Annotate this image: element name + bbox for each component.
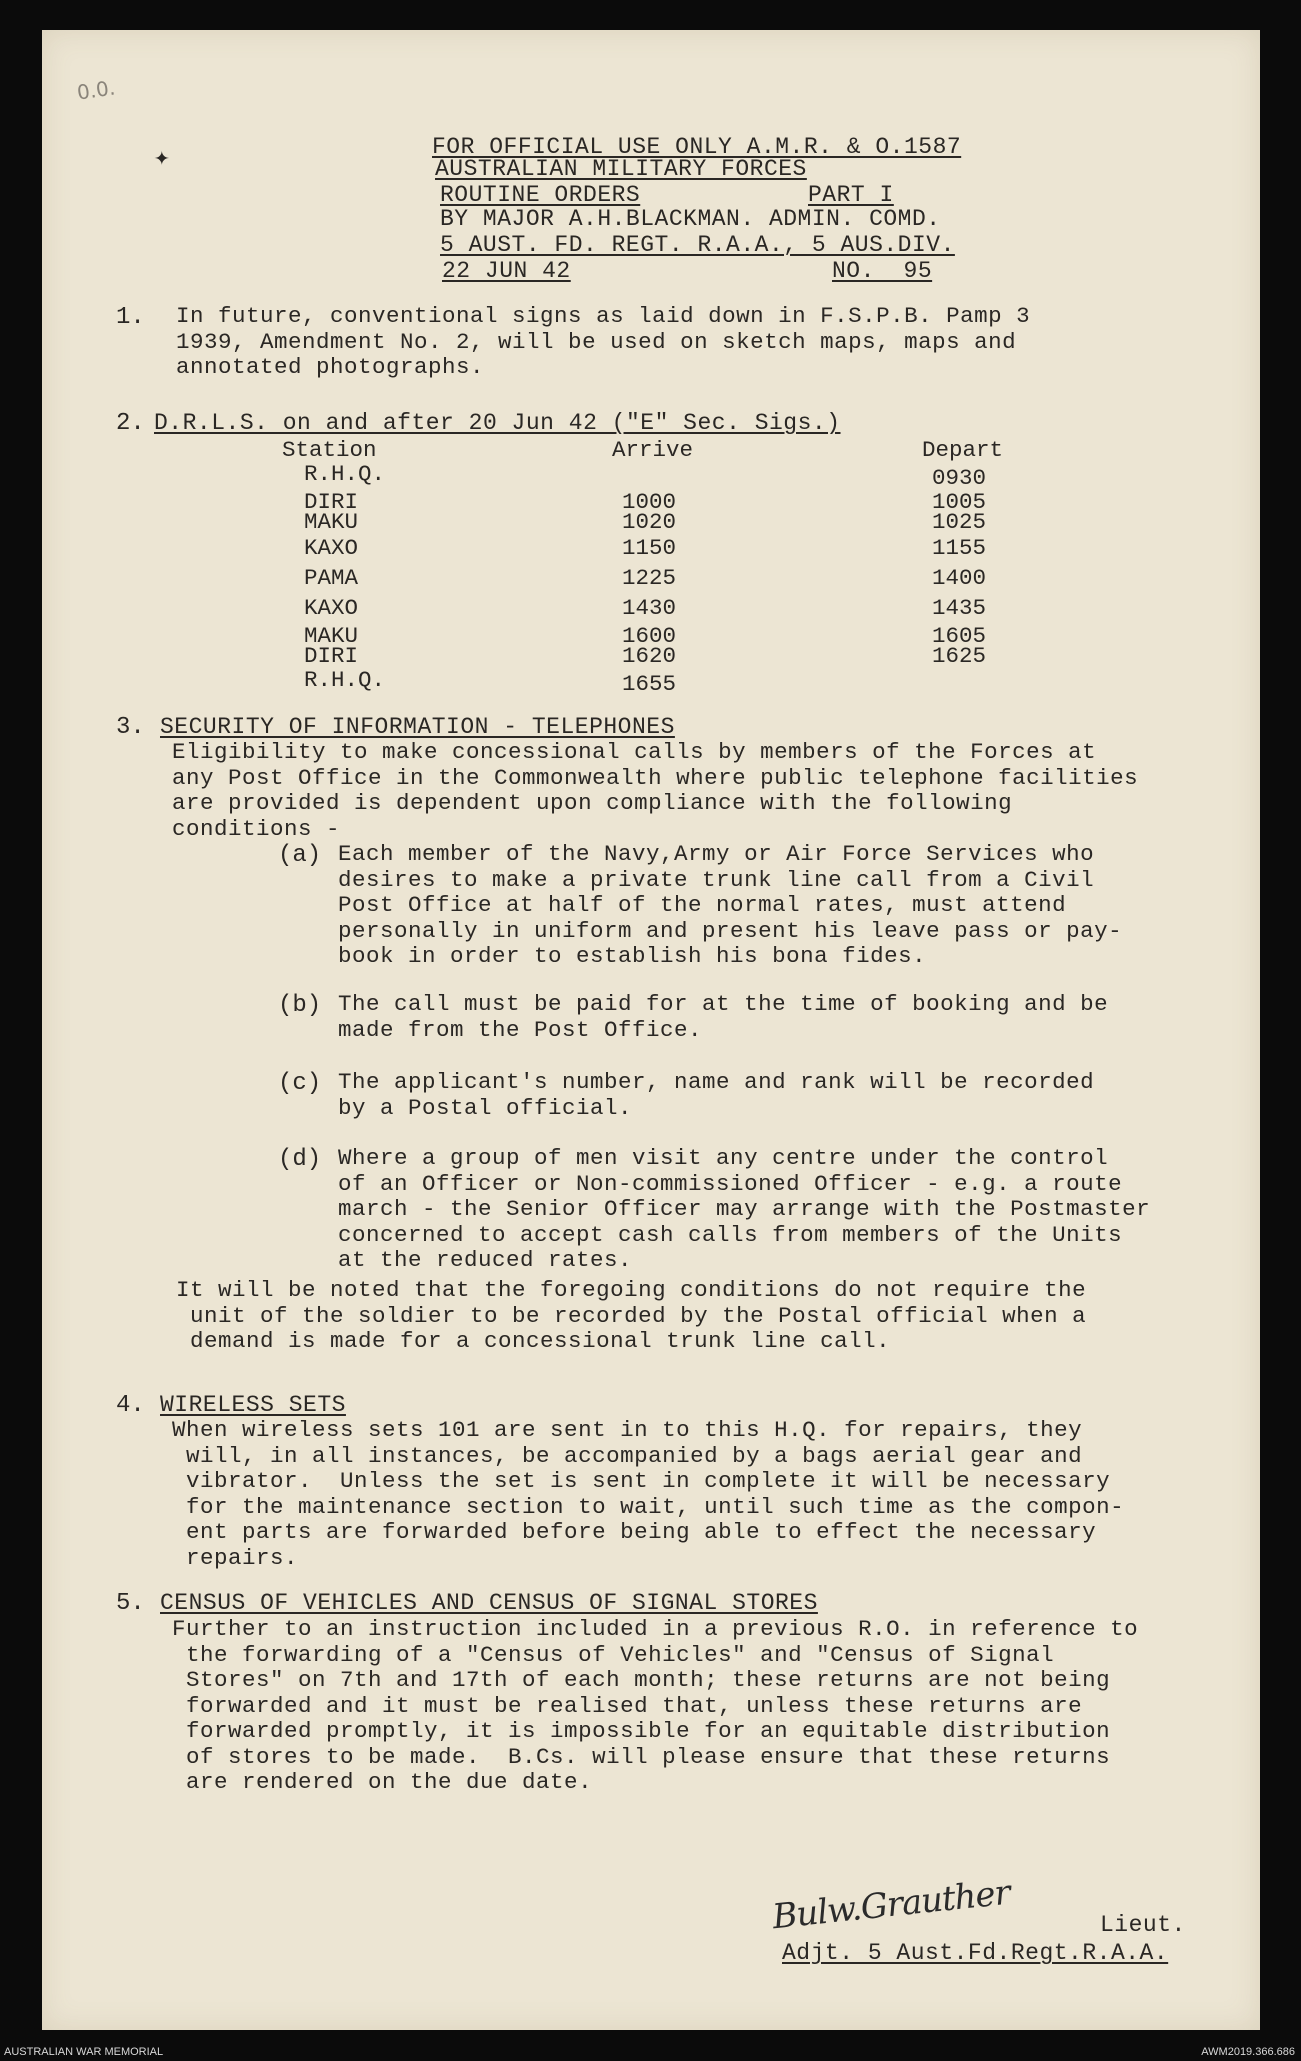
header-line-3b: PART I bbox=[808, 182, 894, 208]
table-row-1-station: R.H.Q. bbox=[304, 461, 386, 487]
header-line-4: BY MAJOR A.H.BLACKMAN. ADMIN. COMD. bbox=[440, 206, 941, 232]
table-row-1-depart: 0930 bbox=[932, 465, 987, 491]
table-header-station: Station bbox=[282, 437, 377, 463]
header-line-1: FOR OFFICIAL USE ONLY A.M.R. & O.1587 bbox=[432, 134, 962, 160]
table-row-2-station: DIRI bbox=[304, 489, 359, 515]
header-date: 22 JUN 42 bbox=[442, 258, 571, 284]
table-row-6-station: KAXO bbox=[304, 595, 359, 621]
table-row-3-station: MAKU bbox=[304, 509, 359, 535]
table-row-6-depart: 1435 bbox=[932, 595, 987, 621]
table-row-7-arrive: 1600 bbox=[622, 623, 677, 649]
item-3-closing: It will be noted that the foregoing conditions do not require the unit of the soldier to be recorded by the Postal official when a demand is made for a concessional trunk line call. bbox=[176, 1277, 1087, 1354]
item-5-title: CENSUS OF VEHICLES AND CENSUS OF SIGNAL STORES bbox=[160, 1590, 818, 1616]
item-3b-text: The call must be paid for at the time of booking and be made from the Post Office. bbox=[338, 991, 1109, 1043]
header-line-3a: ROUTINE ORDERS bbox=[440, 182, 641, 208]
table-row-2-depart: 1005 bbox=[932, 489, 987, 515]
table-row-6-arrive: 1430 bbox=[622, 595, 677, 621]
item-2-title: D.R.L.S. on and after 20 Jun 42 ("E" Sec. Sigs.) bbox=[154, 410, 841, 436]
item-3-number: 3. bbox=[116, 714, 145, 741]
item-4-body: When wireless sets 101 are sent in to this H.Q. for repairs, they will, in all instances, be accompanied by a bags aerial gear and vibrator. Unless the set is sent in complete it will be necessary for the maintenance section to wait, until such time as the compon- ent parts are forwarded before being able to effect the necessary repairs. bbox=[172, 1417, 1125, 1571]
table-row-3-arrive: 1020 bbox=[622, 509, 677, 535]
item-3d-text: Where a group of men visit any centre under the control of an Officer or Non-commissioned Officer - e.g. a route march - the Senior Officer may arrange with the Postmaster concerned to accept cash calls from members of the Units at the reduced rates. bbox=[338, 1145, 1151, 1273]
item-1-number: 1. bbox=[116, 304, 145, 331]
table-row-9-station: R.H.Q. bbox=[304, 667, 386, 693]
signature-rank: Lieut. bbox=[1100, 1912, 1186, 1938]
item-3b-label: (b) bbox=[278, 992, 322, 1019]
pencil-annotation: 0.0. bbox=[75, 75, 117, 105]
header-number: NO. 95 bbox=[832, 258, 933, 284]
table-header-depart: Depart bbox=[922, 437, 1004, 463]
item-2-number: 2. bbox=[116, 410, 145, 437]
table-row-9-arrive: 1655 bbox=[622, 671, 677, 697]
item-3-title: SECURITY OF INFORMATION - TELEPHONES bbox=[160, 714, 675, 740]
item-5-body: Further to an instruction included in a previous R.O. in reference to the forwarding of a "Census of Vehicles" and "Census of Signal Stores" on 7th and 17th of each month; these returns are not being forwarded and it must be realised that, unless these returns are forwarded promptly, it is impossible for an equitable distribution of stores to be made. B.Cs. will please ensure that these returns are rendered on the due date. bbox=[172, 1616, 1139, 1795]
table-row-4-depart: 1155 bbox=[932, 535, 987, 561]
item-3c-label: (c) bbox=[278, 1070, 322, 1097]
document-page bbox=[42, 30, 1260, 2030]
table-row-4-arrive: 1150 bbox=[622, 535, 677, 561]
footer-institution: AUSTRALIAN WAR MEMORIAL bbox=[4, 2046, 164, 2058]
table-row-7-depart: 1605 bbox=[932, 623, 987, 649]
table-row-4-station: KAXO bbox=[304, 535, 359, 561]
table-row-3-depart: 1025 bbox=[932, 509, 987, 535]
item-3c-text: The applicant's number, name and rank will be recorded by a Postal official. bbox=[338, 1069, 1095, 1121]
signature-appointment: Adjt. 5 Aust.Fd.Regt.R.A.A. bbox=[782, 1940, 1169, 1966]
item-4-title: WIRELESS SETS bbox=[160, 1392, 346, 1418]
item-5-number: 5. bbox=[116, 1590, 145, 1617]
table-row-8-depart: 1625 bbox=[932, 643, 987, 669]
item-3d-label: (d) bbox=[278, 1146, 322, 1173]
table-row-5-station: PAMA bbox=[304, 565, 359, 591]
header-line-5: 5 AUST. FD. REGT. R.A.A., 5 AUS.DIV. bbox=[440, 232, 955, 258]
table-row-2-arrive: 1000 bbox=[622, 489, 677, 515]
table-row-5-depart: 1400 bbox=[932, 565, 987, 591]
item-3a-label: (a) bbox=[278, 842, 322, 869]
handwritten-signature: Bulw.Grauther bbox=[770, 1872, 1012, 1938]
table-row-8-arrive: 1620 bbox=[622, 643, 677, 669]
item-4-number: 4. bbox=[116, 1392, 145, 1419]
item-3-intro: Eligibility to make concessional calls by members of the Forces at any Post Office in the Commonwealth where public telephone facilities are provided is dependent upon compliance with the following conditions - bbox=[172, 739, 1139, 842]
table-header-arrive: Arrive bbox=[612, 437, 694, 463]
footer-accession-number: AWM2019.366.686 bbox=[1201, 2046, 1295, 2058]
margin-mark: ✦ bbox=[154, 143, 170, 173]
item-3a-text: Each member of the Navy,Army or Air Force Services who desires to make a private trunk line call from a Civil Post Office at half of the normal rates, must attend personally in uniform and present his leave pass or pay- book in order to establish his bona fides. bbox=[338, 841, 1123, 969]
header-line-2: AUSTRALIAN MILITARY FORCES bbox=[435, 156, 807, 182]
table-row-8-station: DIRI bbox=[304, 643, 359, 669]
table-row-7-station: MAKU bbox=[304, 623, 359, 649]
item-1-body: In future, conventional signs as laid down in F.S.P.B. Pamp 3 1939, Amendment No. 2, will be used on sketch maps, maps and annotated photographs. bbox=[176, 303, 1031, 380]
table-row-5-arrive: 1225 bbox=[622, 565, 677, 591]
